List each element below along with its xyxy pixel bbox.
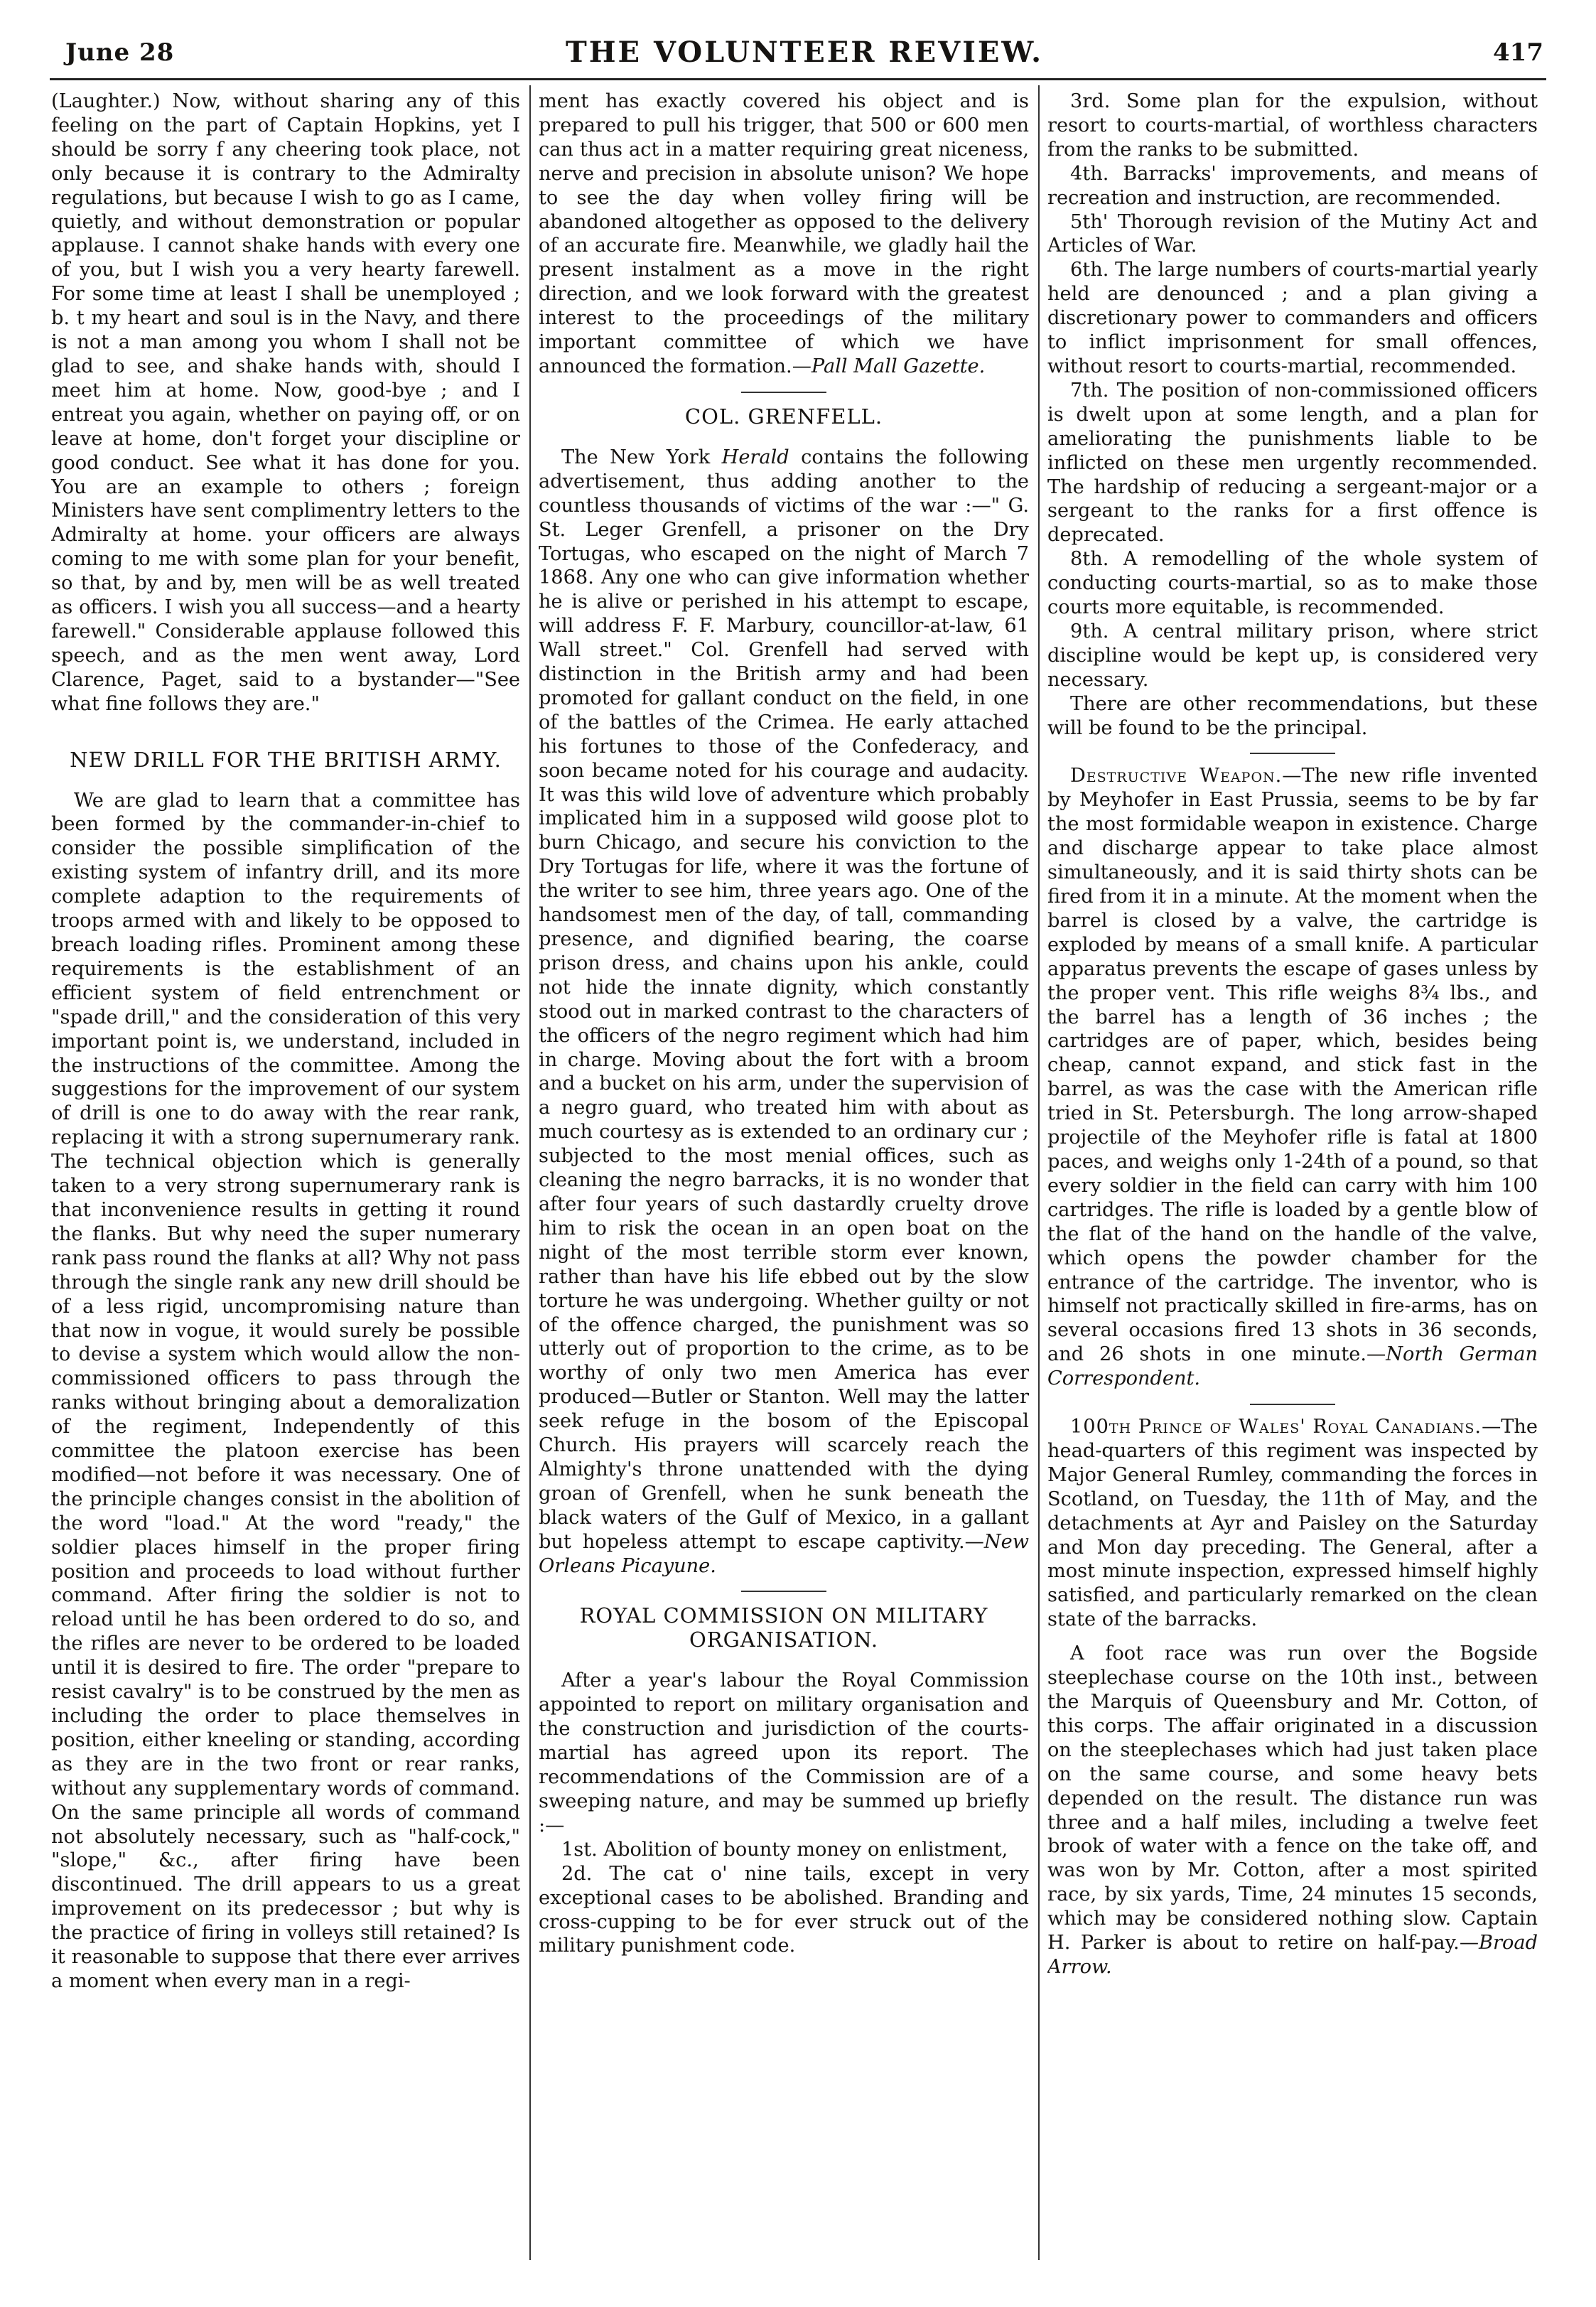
section-rule xyxy=(741,1591,826,1592)
source-credit: Broad Arrow. xyxy=(1047,1932,1538,1978)
column-divider xyxy=(1038,85,1040,2260)
paragraph-lead: Destructive Weapon. xyxy=(1070,765,1283,787)
article-paragraph: 2d. The cat o' nine tails, except in very exceptional cases to be abolished. Branding and cross-cupping to be for ever struck out of the military punishment code. xyxy=(539,1862,1029,1957)
source-credit: New Orleans Picayune. xyxy=(539,1530,1029,1577)
article-paragraph: 1st. Abolition of bounty money on enlistment, xyxy=(561,1838,1008,1861)
article-heading: NEW DRILL FOR THE BRITISH ARMY. xyxy=(70,747,502,772)
paragraph-lead: 100th Prince of Wales' Royal Canadians. xyxy=(1070,1416,1482,1438)
article-paragraph xyxy=(1047,1415,1538,1632)
paragraph-text: ment has exactly covered his object and is prepared to pull his trigger, that 500 or 600 men can thus act in a matter requiring great niceness, nerve and precision in absolute unison? We hope to see the day when volley firing will be abandoned altogether as opposed to the delivery of an accurate fire. Meanwhile, we gladly hail the present instalment as a move in the right direction, and we look forward with the greatest interest to the proceedings of the military important committee of which we have announced the formation.— xyxy=(539,90,1029,377)
article-paragraph: 9th. A central military prison, where strict discipline would be kept up, is considered very necessary. xyxy=(1047,620,1538,691)
article-paragraph xyxy=(539,446,1029,1579)
paragraph-text: A foot race was run over the Bogside steeplechase course on the 10th inst., between the Marquis of Queensbury and Mr. Cotton, of this corps. The affair originated in a discussion on the steeplechases which had just taken place on the same course, and some heavy bets depended on the result. The distance run was three and a half miles, including a twelve feet brook of water with a fence on the take off, and was won by Mr. Cotton, after a most spirited race, by six yards, Time, 24 minutes 15 seconds, which may be considered nothing slow. Captain H. Parker is about to retire on half-pay.— xyxy=(1047,1642,1538,1954)
article-paragraph: 3rd. Some plan for the expulsion, without resort to courts-martial, of worthless characters from the ranks to be submitted. xyxy=(1047,90,1538,161)
header-date: June 28 xyxy=(65,38,175,67)
article-paragraph: 4th. Barracks' improvements, and means of recreation and instruction, are recommended. xyxy=(1047,162,1538,209)
article-paragraph: 5th' Thorough revision of the Mutiny Act and Articles of War. xyxy=(1047,210,1538,257)
article-paragraph xyxy=(1047,764,1538,1391)
publication-name: Herald xyxy=(721,446,789,468)
article-paragraph: 6th. The large numbers of courts-martial yearly held are denounced ; and a plan giving a discretionary power to commanders and officers to inflict imprisonment for small offences, without resort to courts-martial, recommended. xyxy=(1047,259,1538,377)
section-rule xyxy=(741,392,826,393)
paragraph-text: —The head-quarters of this regiment was inspected by Major General Rumley, commanding the forces in Scotland, on Tuesday, the 11th of May, and the detachments at Ayr and Paisley on the Saturday and Mon day preceding. The General, after a most minute inspection, expressed himself highly satisfied, and particularly remarked on the clean state of the barracks. xyxy=(1047,1416,1538,1631)
article-heading: ROYAL COMMISSION ON MILITARY ORGANISATION. xyxy=(579,1603,988,1652)
article-heading: COL. GRENFELL. xyxy=(684,404,883,429)
page-header xyxy=(65,34,1543,75)
article-paragraph: There are other recommendations, but these will be found to be the principal. xyxy=(1047,692,1538,739)
source-credit: North German Correspondent. xyxy=(1047,1343,1538,1390)
article-paragraph: We are glad to learn that a committee has been formed by the commander-in-chief to consider the possible simplification of the existing system of infantry drill, and its more complete adaption to the requirements of troops armed with and likely to be opposed to breach loading rifles. Prominent among these requirements is the establishment of an efficient system of field entrenchment or "spade drill," and the consideration of this very important point is, we understand, included in the instructions of the committee. Among the suggestions for the improvement of our system of drill is one to do away with the rear rank, replacing it with a strong supernumerary rank. The technical objection which is generally taken to a very strong supernumerary rank is that inconvenience results in getting it round the flanks. But why need the super numerary rank pass round the flanks at all? Why not pass through the single rank any new drill should be of a less rigid, uncompromising nature than that now in vogue, it would surely be possible to devise a system which would allow the non-commissioned officers to pass through the ranks without bringing about a demoralization of the regiment, Independently of this committee the platoon exercise has been modified—not before it was necessary. One of the principle changes consist in the abolition of the word "load." At the word "ready," the soldier places himself in the proper firing position and proceeds to load without further command. After firing the soldier is not to reload until he has been ordered to do so, and the rifles are never to be ordered to be loaded until it is desired to fire. The order "prepare to resist cavalry" is to be construed by the men as including the order to place themselves in position, either kneeling or standing, according as they are in the two front or rear ranks, without any supplementary words of command. On the same principle all words of command not absolutely necessary, such as "half-cock," "slope," &c., after firing have been discontinued. The drill appears to us a great improvement on its predecessor ; but why is the practice of firing in volleys still retained? Is it reasonable to suppose that there ever arrives a moment when every man in a regi- xyxy=(51,789,520,1992)
article-paragraph: 8th. A remodelling of the whole system of conducting courts-martial, so as to make those courts more equitable, is recommended. xyxy=(1047,548,1538,619)
paragraph-text: —The new rifle invented by Meyhofer in East Prussia, seems to be by far the most formidable weapon in existence. Charge and discharge appear to take place almost simultaneously, and it is said thirty shots can be fired from it in a minute. At the moment when the barrel is closed by a valve, the cartridge is exploded by means of a small knife. A particular apparatus prevents the escape of gases unless by the proper vent. This rifle weighs 8¾ lbs., and the barrel has a length of 36 inches ; the cartridges are of paper, which, besides being cheap, cannot expand, and stick fast in the barrel, as was the case with the American rifle tried in St. Petersburgh. The long arrow-shaped projectile of the Meyhofer rifle is fatal at 1800 paces, and weighs only 1-24th of a pound, so that every soldier in the field can carry with him 100 cartridges. The rifle is loaded by a gentle blow of the flat of the hand on the handle of the valve, which opens the powder chamber for the entrance of the cartridge. The inventor, who is himself not practically skilled in fire-arms, has on several occasions fired 13 shots in 36 seconds, and 26 shots in one minute.— xyxy=(1047,765,1538,1366)
section-rule xyxy=(1250,753,1335,754)
source-credit: Pall Mall Gazette. xyxy=(811,355,986,377)
article-paragraph: (Laughter.) Now, without sharing any of this feeling on the part of Captain Hopkins, yet I should be sorry f any cheering took place, not only because it is contrary to the Admiralty regulations, but because I wish to go as I came, quietly, and without demonstration or popular applause. I cannot shake hands with every one of you, but I wish you a very hearty farewell. For some time at least I shall be unemployed ; b. t my heart and soul is in the Navy, and there is not a man among you whom I shall not be glad to see, and shake hands with, should I meet him at home. Now, good-bye ; and I entreat you again, whether on paying off, or on leave at home, don't forget your discipline or good conduct. See what it has done for you. You are an example to others ; foreign Ministers have sent complimentry letters to the Admiralty at home. your officers are always coming to me with some plan for your benefit, so that, by and by, men will be as well treated as officers. I wish you all success—and a hearty farewell." Considerable applause followed this speech, and as the men went away, Lord Clarence, Paget, said to a bystander—"See what fine follows they are." xyxy=(51,90,520,715)
column-1 xyxy=(51,90,520,2257)
paragraph-text: The New York xyxy=(561,446,722,468)
column-3 xyxy=(1047,90,1538,2257)
paragraph-text: contains the following advertisement, thus adding another to the countless thousands of victims of the war :—" G. St. Leger Grenfell, a prisoner on the Dry Tortugas, who escaped on the night of March 7 1868. Any one who can give information whether he is alive or perished in his attempt to escape, will address F. F. Marbury, councillor-at-law, 61 Wall street." Col. Grenfell had served with distinction in the British army and had been promoted for gallant conduct on the field, in one of the battles of the Crimea. He early attached his fortunes to those of the Confederacy, and soon became noted for his courage and audacity. It was this wild love of adventure which probably implicated him in a supposed wild goose plot to burn Chicago, and secure his conviction to the Dry Tortugas for life, where it was the fortune of the writer to see him, three years ago. One of the handsomest men of the day, of tall, commanding presence, and dignified bearing, the coarse prison dress, and chains upon his ankle, could not hide the innate dignity, which constantly stood out in marked contrast to the characters of the officers of the negro regiment which had him in charge. Moving about the fort with a broom and a bucket on his arm, under the supervision of a negro guard, who treated him with about as much courtesy as is extended to an ordinary cur ; subjected to the most menial offices, such as cleaning the negro barracks, it is no wonder that after four years of such dastardly cruelty drove him to risk the ocean in an open boat on the night of the most terrible storm ever known, rather than have his life ebbed out by the slow torture he was undergoing. Whether guilty or not of the offence charged, the punishment was so utterly out of proportion to the crime, as to be worthy of only two men America has ever produced—Butler or Stanton. Well may the latter seek refuge in the bosom of the Episcopal Church. His prayers will scarcely reach the Almighty's throne unattended with the dying groan of Grenfell, when he sunk beneath the black waters of the Gulf of Mexico, in a gallant but hopeless attempt to escape captivity.— xyxy=(539,446,1029,1553)
header-rule xyxy=(50,78,1546,80)
article-paragraph xyxy=(1047,1642,1538,1979)
article-paragraph: 7th. The position of non-commissioned officers is dwelt upon at some length, and a plan for ameliorating the punishments liable to be inflicted on these men urgently recommended. The hardship of reducing a sergeant-major or a sergeant to the ranks for a first offence is deprecated. xyxy=(1047,379,1538,547)
header-page-number: 417 xyxy=(1493,38,1543,67)
header-title: THE VOLUNTEER REVIEW. xyxy=(565,36,1044,69)
section-rule xyxy=(1250,1404,1335,1405)
column-2 xyxy=(539,90,1029,2257)
article-paragraph xyxy=(539,90,1029,379)
article-paragraph: After a year's labour the Royal Commission appointed to report on military organisation and the construction and jurisdiction of the courts-martial has agreed upon its report. The recommendations of the Commission are of a sweeping nature, and may be summed up briefly :— xyxy=(539,1669,1029,1837)
column-divider xyxy=(529,85,531,2260)
